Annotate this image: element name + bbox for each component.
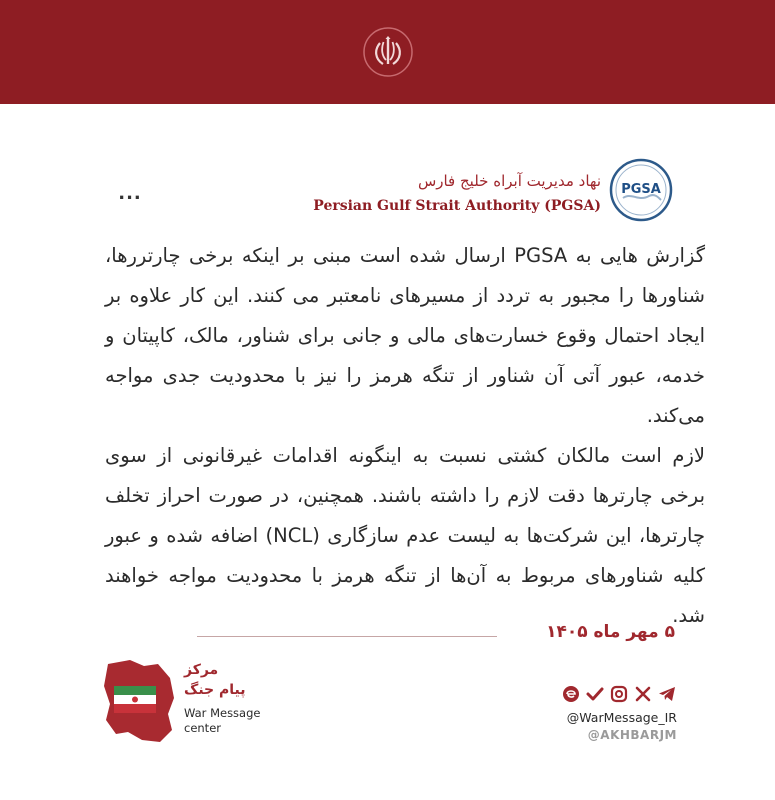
iran-map-flag-icon (100, 656, 178, 748)
date-divider (197, 636, 497, 637)
iran-emblem-icon (362, 26, 414, 78)
check-icon[interactable] (585, 684, 605, 704)
pgsa-logo-text: PGSA (621, 182, 661, 197)
brand-block (100, 656, 270, 756)
brand-name-english-line2: center (184, 721, 221, 735)
eitaa-icon[interactable] (561, 684, 581, 704)
post-date: ۵ مهر ماه ۱۴۰۵ (546, 622, 675, 642)
x-icon[interactable] (633, 684, 653, 704)
telegram-icon[interactable] (657, 684, 677, 704)
social-block (517, 684, 677, 754)
more-options-button[interactable]: ... (118, 183, 142, 204)
org-name-english: Persian Gulf Strait Authority (PGSA) (313, 198, 601, 214)
pgsa-logo-icon[interactable] (609, 158, 673, 222)
handle-secondary[interactable]: @AKHBARJM (587, 728, 677, 742)
brand-name-english-line1: War Message (184, 706, 261, 720)
brand-name-persian-line2: پیام جنگ (184, 682, 246, 698)
instagram-icon[interactable] (609, 684, 629, 704)
post-date-row (195, 622, 675, 652)
handle-primary[interactable]: @WarMessage_IR (566, 710, 677, 725)
social-icons (561, 684, 677, 706)
post-paragraph-1: گزارش هایی به PGSA ارسال شده است مبنی بر اینکه برخی چارتررها، شناورها را مجبور به تردد از مسیرهای نامعتبر می کنند. این کار علاوه بر ایجاد احتمال وقوع خسارت‌های مالی و جانی برای شناور، مالک، کاپیتان و خدمه، عبور آتی آن شناور از تنگه هرمز را نیز با محدودیت جدی مواجه می‌کند. (105, 244, 705, 427)
post-header (253, 158, 673, 228)
brand-name-persian-line1: مرکز (184, 662, 219, 678)
post-body (105, 236, 705, 636)
post-paragraph-2: لازم است مالکان کشتی نسبت به اینگونه اقدامات غیرقانونی از سوی برخی چارترها دقت لازم را داشته باشند. همچنین، در صورت احراز تخلف چارترها، این شرکت‌ها به لیست عدم سازگاری (NCL) اضافه شده و عبور کلیه شناورهای مربوط به آن‌ها از تنگه هرمز با محدودیت مواجه خواهند شد. (105, 444, 706, 627)
top-banner (0, 0, 775, 104)
org-name-persian: نهاد مدیریت آبراه خلیج فارس (417, 172, 601, 190)
